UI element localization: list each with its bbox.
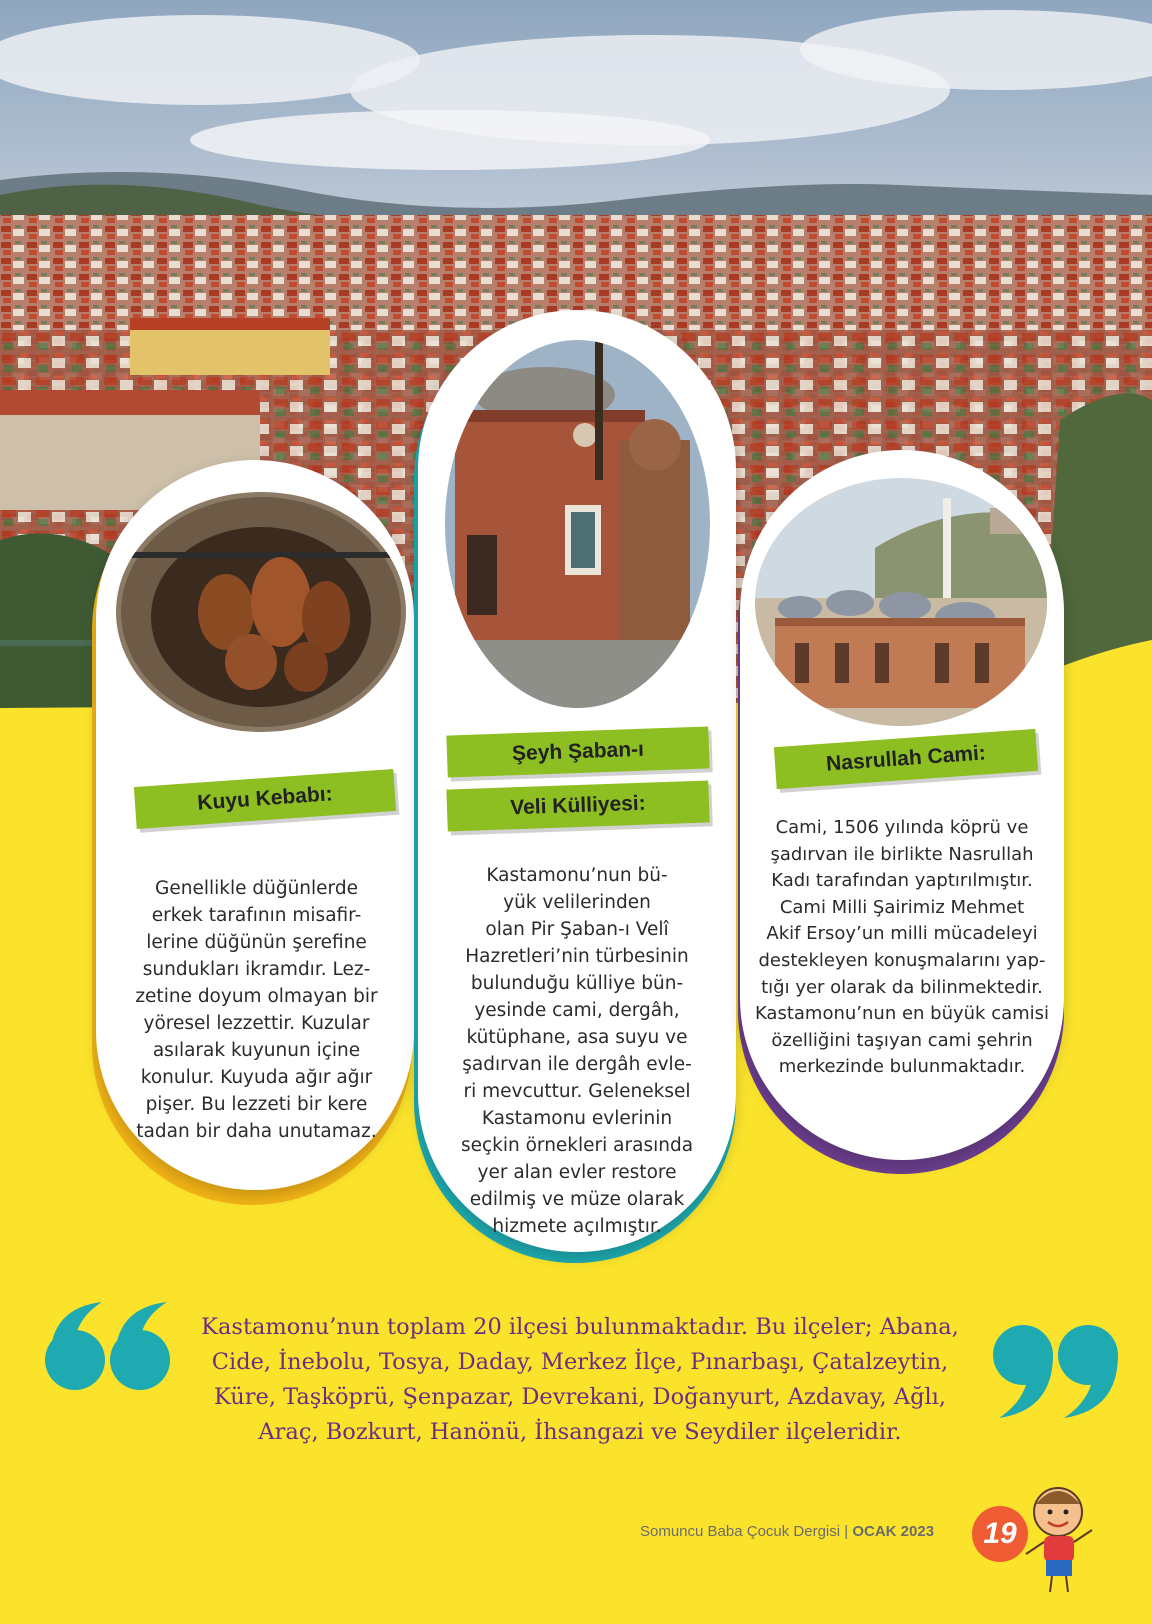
card-3-line: Akif Ersoy’un milli mücadeleyi (766, 923, 1038, 945)
issue-label: OCAK 2023 (852, 1523, 935, 1540)
card-2-line: ri mevcuttur. Geleneksel (463, 1081, 691, 1102)
card-1-line: tadan bir daha unutamaz. (136, 1121, 377, 1142)
card-1-line: Genellikle düğünlerde (155, 878, 358, 899)
card-1-line: lerine düğünün şerefine (146, 932, 367, 953)
card-3-line: Cami Milli Şairimiz Mehmet (779, 896, 1025, 918)
card-2-line: edilmiş ve müze olarak (469, 1189, 685, 1210)
card-3-line: destekleyen konuşmalarını yap- (758, 949, 1046, 971)
card-2-line: kütüphane, asa suyu ve (466, 1027, 688, 1048)
kuyu-kebabi-photo (116, 492, 406, 732)
card-1-line: pişer. Bu lezzeti bir kere (145, 1094, 368, 1115)
quote-line: Cide, İnebolu, Tosya, Daday, Merkez İlçe, Pınarbaşı, Çatalzeytin, (211, 1349, 949, 1375)
card-1-line: zetine doyum olmayan bir (135, 986, 378, 1007)
nasrullah-cami-photo (755, 478, 1047, 726)
quote-line: Araç, Bozkurt, Hanönü, İhsangazi ve Seydiler ilçeleridir. (258, 1419, 902, 1445)
card-3-line: merkezinde bulunmaktadır. (778, 1056, 1026, 1078)
close-quote-icon (985, 1300, 1125, 1420)
card-2-line: hizmete açılmıştır. (492, 1216, 662, 1237)
card-1-text (114, 875, 399, 1145)
card-3-line: şadırvan ile birlikte Nasrullah (770, 843, 1034, 865)
page-number: 19 (972, 1506, 1028, 1562)
card-2-line: yesinde cami, dergâh, (474, 1000, 680, 1021)
quote-line: Küre, Taşköprü, Şenpazar, Devrekani, Doğanyurt, Azdavay, Ağlı, (213, 1384, 947, 1410)
magazine-name: Somuncu Baba Çocuk Dergisi (640, 1523, 841, 1540)
card-2-line: seçkin örnekleri arasında (460, 1135, 694, 1156)
card-3-line: Cami, 1506 yılında köprü ve (775, 817, 1029, 838)
card-2-title-line-2: Veli Külliyesi: (509, 791, 647, 820)
card-1-line: yöresel lezzettir. Kuzular (143, 1013, 370, 1034)
footer-credit (640, 1523, 934, 1540)
card-1-line: asılarak kuyunun içine (152, 1040, 361, 1061)
seyh-saban-photo (445, 340, 710, 708)
card-3-line: Kadı tarafından yaptırılmıştır. (771, 870, 1033, 892)
kid-mascot-icon (1020, 1480, 1100, 1600)
quote-line: Kastamonu’nun toplam 20 ilçesi bulunmaktadır. Bu ilçeler; Abana, (201, 1314, 959, 1340)
card-2-text (432, 862, 722, 1240)
card-2-line: olan Pir Şaban-ı Velî (485, 919, 669, 940)
card-3-title: Nasrullah Cami: (825, 741, 987, 776)
card-2-line: Kastamonu evlerinin (481, 1108, 673, 1129)
card-1-title: Kuyu Kebabı: (196, 782, 334, 815)
card-2-line: yer alan evler restore (477, 1162, 677, 1183)
card-2-line: Kastamonu’nun bü- (486, 865, 668, 886)
card-3-text (752, 815, 1052, 1081)
card-2-line: Hazretleri’nin türbesinin (465, 946, 689, 967)
card-2-line: yük velilerinden (503, 892, 651, 913)
card-2-line: şadırvan ile dergâh evle- (462, 1054, 692, 1075)
card-2-line: bulunduğu külliye bün- (470, 973, 684, 994)
card-3-line: tığı yer olarak da bilinmektedir. (761, 976, 1043, 998)
card-1-line: konulur. Kuyuda ağır ağır (140, 1067, 373, 1088)
open-quote-icon (40, 1300, 180, 1420)
card-1-line: sundukları ikramdır. Lez- (142, 959, 371, 980)
card-3-line: özelliğini taşıyan cami şehrin (771, 1029, 1033, 1051)
districts-quote (185, 1310, 975, 1450)
footer-separator: | (840, 1523, 853, 1540)
card-2-title-line-1: Şeyh Şaban-ı (511, 737, 645, 766)
card-3-line: Kastamonu’nun en büyük camisi (754, 1003, 1050, 1025)
card-1-line: erkek tarafının misafir- (151, 905, 362, 926)
